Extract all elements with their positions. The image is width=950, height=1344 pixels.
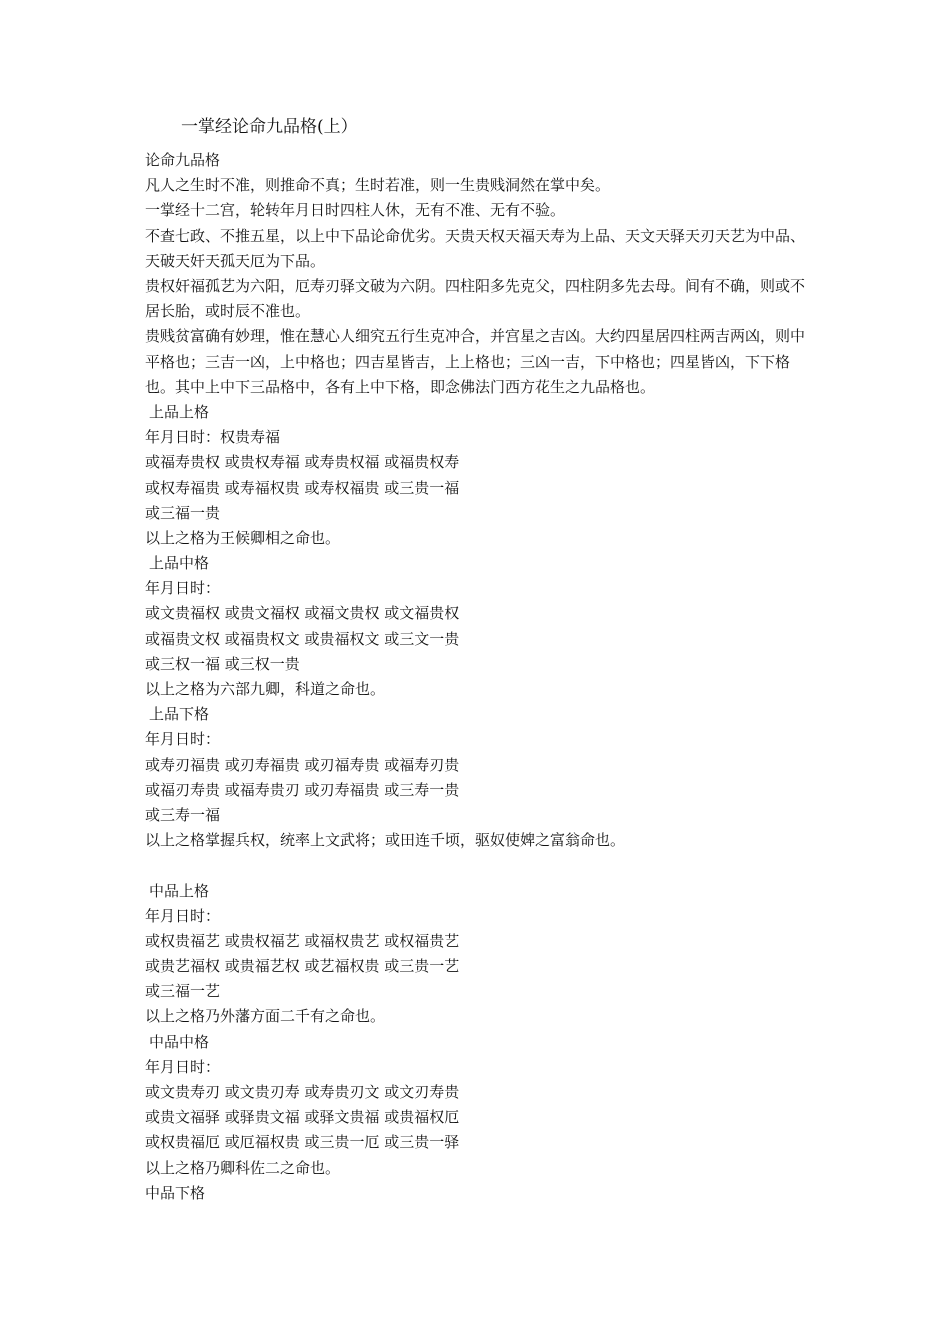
text-line: 凡人之生时不准，则推命不真；生时若准，则一生贵贱洞然在掌中矣。 <box>145 176 611 195</box>
text-line: 以上之格掌握兵权，统率上文武将；或田连千顷，驱奴使婢之富翁命也。 <box>145 831 626 850</box>
section-heading: 上品中格 <box>149 554 210 573</box>
text-line: 以上之格乃外藩方面二千有之命也。 <box>145 1007 386 1026</box>
text-line: 或文贵福权 或贵文福权 或福文贵权 或文福贵权 <box>145 604 460 623</box>
text-line: 贵权奸福孤艺为六阳，厄寿刃驿文破为六阴。四柱阳多先克父，四柱阴多先去母。间有不确，则或不居长胎，或时辰不准也。 <box>145 276 806 321</box>
text-line: 不查七政、不推五星，以上中下品论命优劣。天贵天权天福天寿为上品、天文天驿天刃天艺为中品、天破天奸天孤天厄为下品。 <box>145 226 806 270</box>
document-body <box>145 148 815 1206</box>
section-heading: 中品中格 <box>149 1032 210 1051</box>
text-line: 或三福一艺 <box>145 982 221 1001</box>
text-line: 或三权一福 或三权一贵 <box>145 654 300 673</box>
document-title: 一掌经论命九品格(上） <box>181 117 358 137</box>
text-line: 年月日时： <box>145 579 221 598</box>
text-line: 或福贵文权 或福贵权文 或贵福权文 或三文一贵 <box>145 629 460 648</box>
text-line: 以上之格为王候卿相之命也。 <box>145 528 341 547</box>
section-heading: 上品下格 <box>149 705 210 724</box>
section-heading: 中品上格 <box>149 881 210 900</box>
text-line: 或寿刃福贵 或刃寿福贵 或刃福寿贵 或福寿刃贵 <box>145 755 460 774</box>
text-line: 或福刃寿贵 或福寿贵刃 或刃寿福贵 或三寿一贵 <box>145 780 460 799</box>
text-line: 或贵文福驿 或驿贵文福 或驿文贵福 或贵福权厄 <box>145 1108 460 1127</box>
text-line: 或权贵福艺 或贵权福艺 或福权贵艺 或权福贵艺 <box>145 931 460 950</box>
text-line: 或贵艺福权 或贵福艺权 或艺福权贵 或三贵一艺 <box>145 957 460 976</box>
text-line: 或文贵寿刃 或文贵刃寿 或寿贵刃文 或文刃寿贵 <box>145 1083 460 1102</box>
text-line: 年月日时： <box>145 730 221 749</box>
text-line: 年月日时：权贵寿福 <box>145 428 281 447</box>
text-line: 以上之格乃卿科佐二之命也。 <box>145 1158 341 1177</box>
text-line: 或三福一贵 <box>145 503 221 522</box>
text-line: 贵贱贫富确有妙理，惟在慧心人细究五行生克冲合，并宫星之吉凶。大约四星居四柱两吉两凶，则中平格也；三吉一凶，上中格也；四吉星皆吉，上上格也；三凶一吉，下中格也；四星皆凶，下下格也。其中上中下三品格中，各有上中下格，即念佛法门西方花生之九品格也。 <box>145 327 806 396</box>
text-line: 中品下格 <box>145 1183 206 1202</box>
blank-line <box>145 853 815 878</box>
text-line: 论命九品格 <box>145 151 221 169</box>
text-line: 或权寿福贵 或寿福权贵 或寿权福贵 或三贵一福 <box>145 478 460 497</box>
text-line: 年月日时： <box>145 906 221 925</box>
text-line: 或权贵福厄 或厄福权贵 或三贵一厄 或三贵一驿 <box>145 1133 460 1152</box>
text-line: 年月日时： <box>145 1057 221 1076</box>
text-line: 或三寿一福 <box>145 805 221 824</box>
text-line: 以上之格为六部九卿，科道之命也。 <box>145 680 386 699</box>
text-line: 或福寿贵权 或贵权寿福 或寿贵权福 或福贵权寿 <box>145 453 460 472</box>
text-line: 一掌经十二宫，轮转年月日时四柱人休，无有不准、无有不验。 <box>145 201 566 220</box>
section-heading: 上品上格 <box>149 402 210 421</box>
